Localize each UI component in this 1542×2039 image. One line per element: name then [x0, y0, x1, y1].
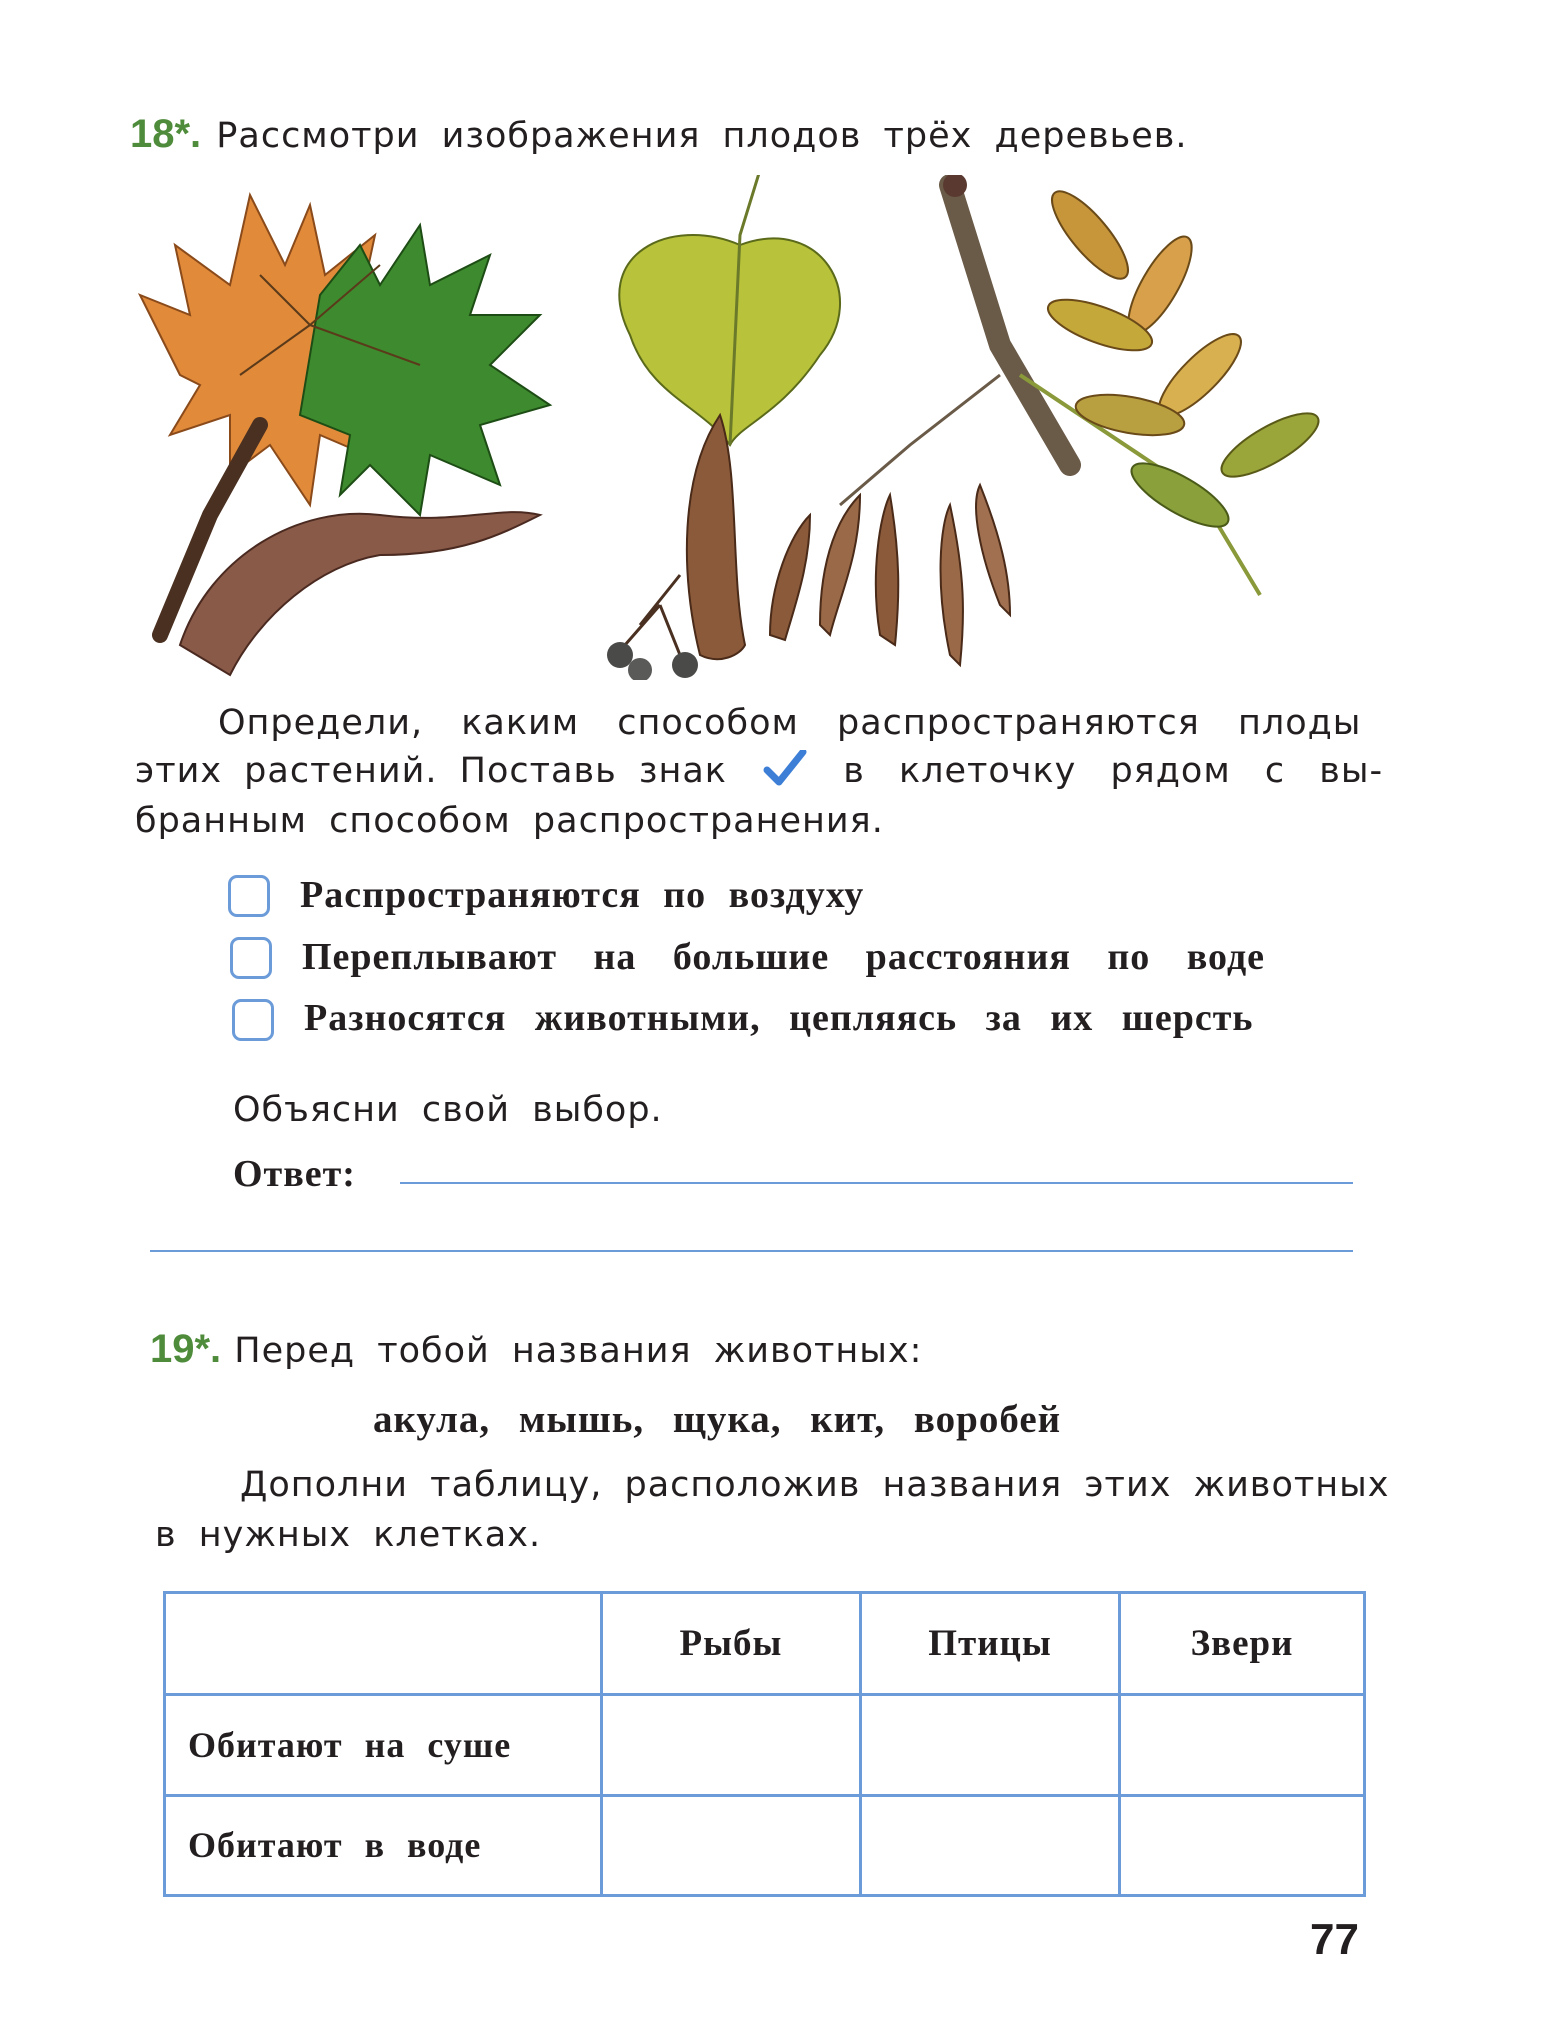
maple-icon	[140, 195, 550, 675]
option-water-checkbox[interactable]	[230, 937, 272, 979]
answer-label: Ответ:	[233, 1153, 356, 1195]
task18-instruction-line2b: в клеточку рядом с вы-	[843, 751, 1384, 791]
task18-instruction-line1: Определи, каким способом распространяются плоды	[218, 703, 1362, 743]
answer-line-1[interactable]	[400, 1182, 1353, 1184]
option-air-checkbox[interactable]	[228, 875, 270, 917]
task19-instruction-line1: Дополни таблицу, расположив названия этих животных	[240, 1465, 1390, 1505]
cell-water-fish[interactable]	[602, 1795, 861, 1895]
cell-water-mammals[interactable]	[1120, 1795, 1365, 1895]
task19-instruction-line2: в нужных клетках.	[155, 1515, 542, 1555]
task18-instruction-line2a: этих растений. Поставь знак	[135, 751, 727, 791]
animals-table	[163, 1591, 1366, 1897]
check-mark-icon	[763, 750, 807, 786]
task18-instruction-line2	[135, 750, 1383, 791]
row-label-water: Обитают в воде	[165, 1795, 602, 1895]
task18-explain: Объясни свой выбор.	[233, 1090, 663, 1130]
answer-line-2[interactable]	[150, 1250, 1353, 1252]
task18-heading	[130, 112, 1188, 157]
option-air-label: Распространяются по воздуху	[300, 874, 865, 916]
cell-land-birds[interactable]	[861, 1695, 1120, 1795]
cell-water-birds[interactable]	[861, 1795, 1120, 1895]
task18-intro: Рассмотри изображения плодов трёх деревьев.	[216, 116, 1188, 156]
cell-land-mammals[interactable]	[1120, 1695, 1365, 1795]
option-animals-checkbox[interactable]	[232, 999, 274, 1041]
fruit-illustrations	[120, 175, 1380, 680]
row-label-land: Обитают на суше	[165, 1695, 602, 1795]
header-fish: Рыбы	[602, 1593, 861, 1695]
cell-land-fish[interactable]	[602, 1695, 861, 1795]
animal-list: акула, мышь, щука, кит, воробей	[373, 1398, 1062, 1441]
table-corner-cell	[165, 1593, 602, 1695]
task18-number: 18*.	[130, 112, 202, 156]
header-mammals: Звери	[1120, 1593, 1365, 1695]
task18-instruction-line3: бранным способом распространения.	[135, 801, 884, 841]
option-water-label: Переплывают на большие расстояния по воде	[302, 936, 1266, 978]
header-birds: Птицы	[861, 1593, 1120, 1695]
task19-number: 19*.	[150, 1327, 222, 1371]
task19-heading	[150, 1327, 922, 1372]
page-number: 77	[1310, 1915, 1359, 1964]
option-animals-label: Разносятся животными, цепляясь за их шерсть	[304, 997, 1254, 1039]
task19-intro: Перед тобой названия животных:	[234, 1331, 923, 1371]
ash-icon	[770, 175, 1327, 665]
linden-icon	[607, 175, 840, 680]
